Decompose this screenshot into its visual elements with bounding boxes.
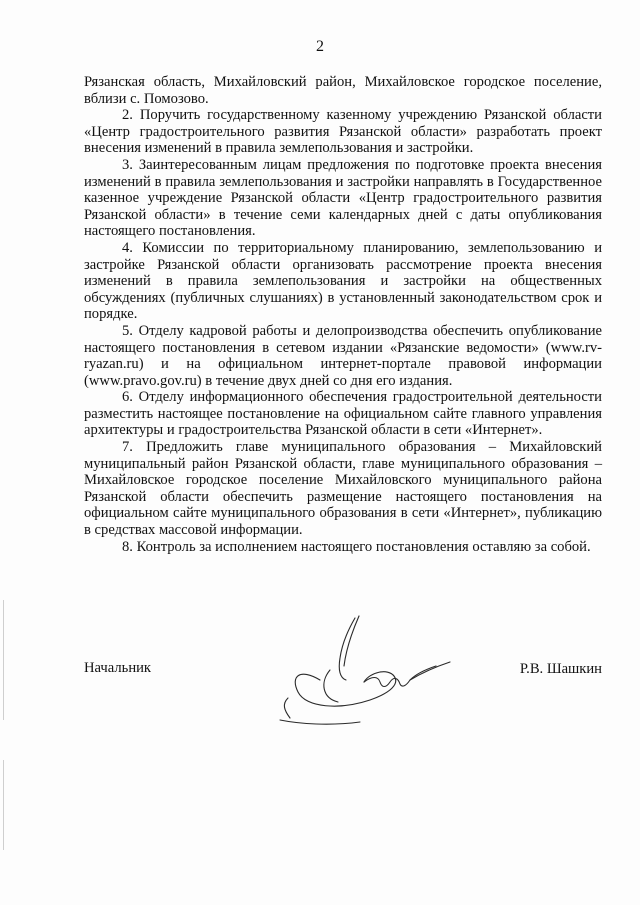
paragraph-continuation: Рязанская область, Михайловский район, Михайловское городское поселение, вблизи с. Помозово. — [84, 74, 602, 107]
signatory-position: Начальник — [84, 660, 152, 676]
scan-edge-mark — [3, 600, 4, 720]
paragraph-6: 6. Отделу информационного обеспечения градостроительной деятельности разместить настоящее постановление на официальном сайте главного управления архитектуры и градостроительства Рязанской области в сети «Интернет». — [84, 389, 602, 439]
paragraph-7: 7. Предложить главе муниципального образования – Михайловский муниципальный район Рязанской области, главе муниципального образования – Михайловское городское поселение Михайловского муниципального района Рязанской области обеспечить размещение настоящего постановления на официальном сайте муниципального образования в сети «Интернет», публикацию в средствах массовой информации. — [84, 439, 602, 539]
paragraph-2: 2. Поручить государственному казенному учреждению Рязанской области «Центр градостроительного развития Рязанской области» разработать проект внесения изменений в правила землепользования и застройки. — [84, 107, 602, 157]
paragraph-5: 5. Отделу кадровой работы и делопроизводства обеспечить опубликование настоящего постановления в сетевом издании «Рязанские ведомости» (www.rv-ryazan.ru) и на официальном интернет-портале правовой информации (www.pravo.gov.ru) в течение двух дней со дня его издания. — [84, 322, 602, 389]
paragraph-3: 3. Заинтересованным лицам предложения по подготовке проекта внесения изменений в правила землепользования и застройки направлять в Государственное казенное учреждение Рязанской области «Центр градостроительного развития Рязанской области» в течение семи календарных дней с даты опубликования настоящего постановления. — [84, 156, 602, 240]
scan-edge-mark — [3, 760, 4, 850]
signatory-name: Р.В. Шашкин — [519, 661, 602, 677]
paragraph-8: 8. Контроль за исполнением настоящего постановления оставляю за собой. — [122, 538, 591, 555]
paragraph-4: 4. Комиссии по территориальному планированию, землепользованию и застройке Рязанской области организовать рассмотрение проекта внесения изменений в правила землепользования и застройки на общественных обсуждениях (публичных слушаниях) в установленный законодательством срок и порядке. — [84, 239, 602, 323]
page-number: 2 — [316, 38, 324, 55]
handwritten-signature — [260, 610, 460, 730]
document-body — [84, 74, 602, 555]
